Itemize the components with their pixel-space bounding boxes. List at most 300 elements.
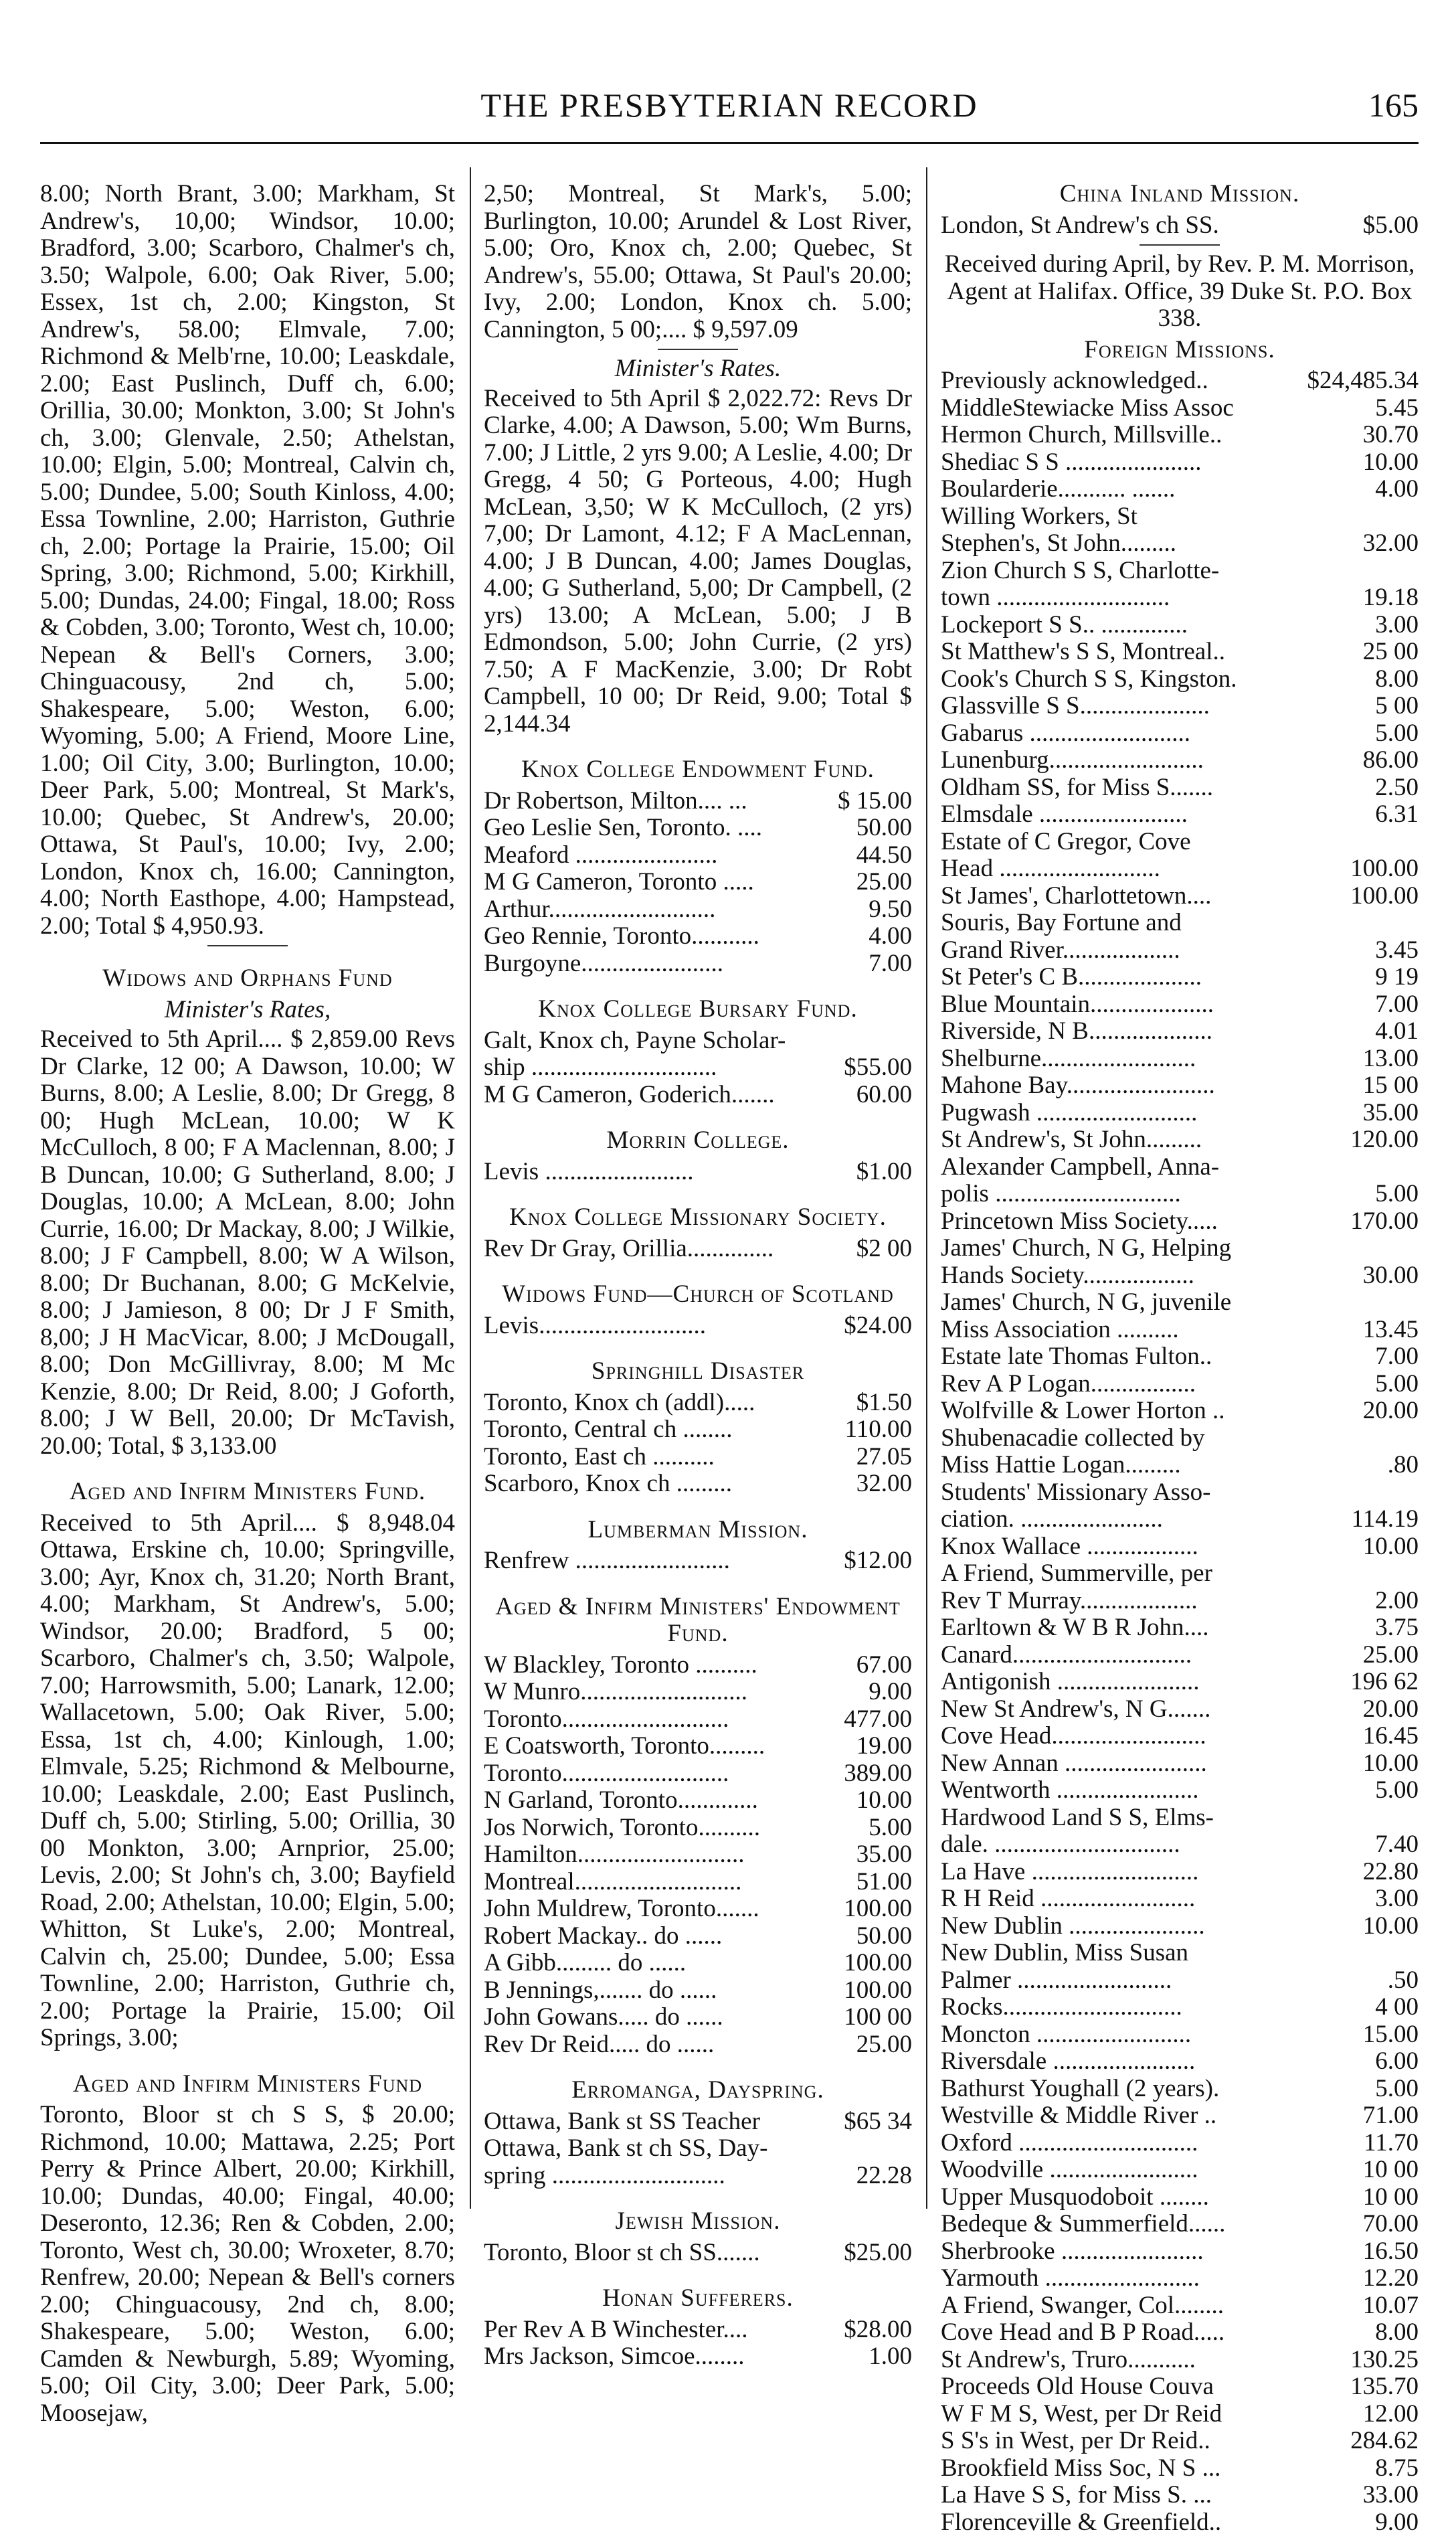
entry-name: ciation. ....................... — [941, 1506, 1318, 1533]
entry-row — [941, 937, 1419, 964]
entry-name: Arthur........................... — [484, 896, 812, 924]
entry-amount — [1318, 1425, 1419, 1452]
entry-name: N Garland, Toronto............. — [484, 1787, 812, 1814]
entry-amount: 22.28 — [812, 2163, 912, 2190]
entry-row — [484, 2004, 912, 2031]
entry-row — [941, 720, 1419, 748]
entry-row — [941, 1045, 1419, 1073]
entry-row — [941, 612, 1419, 639]
entry-amount: 15 00 — [1318, 1072, 1419, 1100]
entry-amount: 22.80 — [1318, 1859, 1419, 1886]
entry-name: Hands Society.................. — [941, 1262, 1318, 1290]
entry-amount — [1318, 1235, 1419, 1262]
entry-amount — [1318, 503, 1419, 531]
page — [40, 0, 1419, 2246]
entry-row — [484, 2316, 912, 2344]
entry-name: Bedeque & Summerfield...... — [941, 2211, 1318, 2238]
entry-name: Earltown & W B R John.... — [941, 1614, 1318, 1642]
entry-name: Elmsdale ........................ — [941, 801, 1318, 829]
entry-amount: 27.05 — [812, 1444, 912, 1471]
entry-amount — [1318, 1289, 1419, 1317]
entry-amount: 50.00 — [812, 815, 912, 842]
entry-name: Cove Head and B P Road..... — [941, 2319, 1318, 2347]
entry-amount: 10 00 — [1318, 2184, 1419, 2211]
entry-name: New Dublin ...................... — [941, 1913, 1318, 1940]
entry-name: Willing Workers, St — [941, 503, 1318, 531]
section-title: Morrin College. — [484, 1127, 912, 1155]
section-title: Knox College Bursary Fund. — [484, 996, 912, 1023]
entry-amount: 50.00 — [812, 1923, 912, 1950]
entry-name: La Have ........................... — [941, 1859, 1318, 1886]
entry-name: Shediac S S ...................... — [941, 449, 1318, 477]
received-note: Received during April, by Rev. P. M. Morrison, Agent at Halifax. Office, 39 Duke St. P.O. Box 338. — [941, 251, 1419, 333]
entry-name: polis .............................. — [941, 1181, 1318, 1208]
entry-row — [941, 530, 1419, 558]
entry-list — [484, 1236, 912, 1263]
entry-row — [941, 1614, 1419, 1642]
entry-row — [941, 1777, 1419, 1804]
entry-amount: 25.00 — [812, 869, 912, 896]
entry-row — [941, 395, 1419, 422]
entry-amount — [1318, 829, 1419, 856]
contributions-paragraph: Toronto, Bloor st ch S S, $ 20.00; Richmond, 10.00; Mattawa, 2.25; Port Perry & Prince Albert, 20.00; Kirkhill, 10.00; Dundas, 40.00; Fingal, 40.00; Deseronto, 12.36; Ren & Cobden, 2.00; Toronto, West ch, 30.00; Wroxeter, 8.70; Renfrew, 20.00; Nepean & Bell's corners 2.00; Chinguacousy, 2nd ch, 8.00; Shakespeare, 5.00; Weston, 6.00; Camden & Newburgh, 5.89; Wyoming, 5.00; Oil City, 3.00; Deer Park, 5.00; Moosejaw, — [40, 2102, 455, 2427]
entry-row — [941, 1750, 1419, 1778]
entry-row — [484, 1733, 912, 1760]
entry-name: Shubenacadie collected by — [941, 1425, 1318, 1452]
entry-amount: 477.00 — [812, 1706, 912, 1734]
entry-row — [484, 950, 912, 978]
entry-name: Estate of C Gregor, Cove — [941, 829, 1318, 856]
entry-amount: 20.00 — [1318, 1696, 1419, 1723]
entry-row — [484, 1470, 912, 1498]
entry-name: Westville & Middle River .. — [941, 2102, 1318, 2130]
section-title: Widows and Orphans Fund — [40, 965, 455, 993]
entry-amount: 71.00 — [1318, 2102, 1419, 2130]
entry-list — [484, 1054, 912, 1108]
entry-row — [941, 1126, 1419, 1154]
entry-amount: 10.00 — [812, 1787, 912, 1814]
entry-row — [941, 2509, 1419, 2536]
entry-row — [941, 1262, 1419, 1290]
entry-row — [941, 2102, 1419, 2130]
entry-row — [941, 1533, 1419, 1561]
entry-name: Riversdale ....................... — [941, 2048, 1318, 2076]
entry-name: Upper Musquodoboit ........ — [941, 2184, 1318, 2211]
entry-row — [484, 1977, 912, 2005]
page-title: THE PRESBYTERIAN RECORD — [40, 86, 1419, 124]
entry-name: St Andrew's, St John......... — [941, 1126, 1318, 1154]
entry-row — [941, 1994, 1419, 2021]
entry-row — [484, 1679, 912, 1706]
entry-amount: 110.00 — [812, 1416, 912, 1444]
entry-row — [941, 910, 1419, 937]
entry-row — [484, 923, 912, 950]
entry-amount: 4.00 — [812, 923, 912, 950]
entry-row — [484, 1389, 912, 1417]
entry-amount: $1.50 — [812, 1389, 912, 1417]
entry-amount: 35.00 — [812, 1841, 912, 1869]
entry-amount: 196 62 — [1318, 1669, 1419, 1696]
entry-row — [484, 815, 912, 842]
entry-row — [484, 2343, 912, 2371]
entry-row — [941, 1804, 1419, 1832]
entry-amount: 5 00 — [1318, 693, 1419, 720]
section-title: Knox College Missionary Society. — [484, 1204, 912, 1232]
entry-name: Canard............................. — [941, 1642, 1318, 1669]
entry-row — [941, 747, 1419, 774]
entry-amount: 3.00 — [1318, 612, 1419, 639]
entry-row — [941, 2373, 1419, 2401]
entry-name: A Friend, Summerville, per — [941, 1560, 1318, 1588]
entry-name: Scarboro, Knox ch ......... — [484, 1470, 812, 1498]
entry-name: W Munro........................... — [484, 1679, 812, 1706]
entry-amount: 5.00 — [812, 1814, 912, 1842]
entry-row — [941, 855, 1419, 883]
entry-name: Lunenburg......................... — [941, 747, 1318, 774]
entry-name: Toronto........................... — [484, 1760, 812, 1788]
entry-amount: 2.50 — [1318, 774, 1419, 802]
entry-row — [941, 666, 1419, 693]
entry-row — [941, 2265, 1419, 2292]
entry-row — [941, 2048, 1419, 2076]
entry-amount: 2.00 — [1318, 1588, 1419, 1615]
entry-name: Ottawa, Bank st SS Teacher — [484, 2108, 812, 2136]
entry-amount: 13.45 — [1318, 1317, 1419, 1344]
entry-name: James' Church, N G, Helping — [941, 1235, 1318, 1262]
entry-row — [941, 1072, 1419, 1100]
column-3 — [941, 181, 1419, 2536]
entry-name: New Annan ....................... — [941, 1750, 1318, 1778]
entry-name: Wentworth ....................... — [941, 1777, 1318, 1804]
entry-row — [941, 476, 1419, 503]
entry-name: Blue Mountain.................... — [941, 991, 1318, 1019]
entry-row — [941, 1642, 1419, 1669]
entry-row — [484, 1814, 912, 1842]
entry-amount: $24.00 — [812, 1313, 912, 1340]
entry-amount: 9.50 — [812, 896, 912, 924]
entry-row — [941, 558, 1419, 585]
entry-amount: $1.00 — [812, 1159, 912, 1186]
entry-row — [941, 422, 1419, 449]
entry-name: Yarmouth ......................... — [941, 2265, 1318, 2292]
entry-amount — [1318, 1940, 1419, 1967]
entry-name: Bathurst Youghall (2 years). — [941, 2076, 1318, 2103]
entry-name: Shelburne......................... — [941, 1045, 1318, 1073]
entry-row — [941, 2347, 1419, 2374]
entry-amount: 10.00 — [1318, 1750, 1419, 1778]
header-rule — [40, 142, 1419, 144]
entry-amount: 7.00 — [1318, 1343, 1419, 1371]
entry-name: Levis........................... — [484, 1313, 812, 1340]
entry-name: M G Cameron, Goderich....... — [484, 1082, 812, 1109]
entry-row — [941, 2076, 1419, 2103]
entry-name: Cove Head......................... — [941, 1723, 1318, 1750]
entry-name: B Jennings,....... do ...... — [484, 1977, 812, 2005]
entry-row — [941, 1723, 1419, 1750]
entry-name: Rev A P Logan................. — [941, 1371, 1318, 1398]
entry-row — [941, 212, 1419, 240]
entry-row — [941, 1398, 1419, 1425]
section-subtitle: Minister's Rates. — [484, 355, 912, 383]
entry-row — [941, 1696, 1419, 1723]
entry-amount: 6.00 — [1318, 2048, 1419, 2076]
section-title: Jewish Mission. — [484, 2208, 912, 2235]
entry-amount: $12.00 — [812, 1547, 912, 1575]
entry-name: Riverside, N B.................... — [941, 1018, 1318, 1045]
entry-name: St James', Charlottetown.... — [941, 883, 1318, 910]
entry-amount — [1318, 1154, 1419, 1181]
entry-name: Montreal........................... — [484, 1869, 812, 1896]
entry-amount: 12.00 — [1318, 2401, 1419, 2428]
entry-name: W Blackley, Toronto .......... — [484, 1652, 812, 1679]
column-1 — [40, 181, 455, 2427]
entry-name: Oxford ............................. — [941, 2130, 1318, 2157]
entry-name: Geo Rennie, Toronto........... — [484, 923, 812, 950]
entry-list — [484, 788, 912, 978]
separator — [207, 945, 288, 946]
entry-name: Brookfield Miss Soc, N S ... — [941, 2455, 1318, 2482]
entry-amount: 284.62 — [1318, 2428, 1419, 2455]
entry-name: Woodville ........................ — [941, 2157, 1318, 2184]
entry-amount: .80 — [1318, 1452, 1419, 1479]
entry-row — [484, 1054, 912, 1082]
entry-name: town ............................ — [941, 584, 1318, 612]
entry-row — [941, 639, 1419, 666]
entry-row — [941, 2292, 1419, 2320]
entry-amount: 32.00 — [1318, 530, 1419, 558]
entry-row — [941, 1343, 1419, 1371]
contributions-paragraph: 8.00; North Brant, 3.00; Markham, St Andrew's, 10,00; Windsor, 10.00; Bradford, 3.00; Scarboro, Chalmer's ch, 3.50; Walpole, 6.00; Oak River, 5.00; Essex, 1st ch, 2.00; Kingston, St Andrew's, 58.00; Elmvale, 7.00; Richmond & Melb'rne, 10.00; Leaskdale, 2.00; East Puslinch, Duff ch, 6.00; Orillia, 30.00; Monkton, 3.00; St John's ch, 3.00; Glenvale, 2.50; Athelstan, 10.00; Elgin, 5.00; Montreal, Calvin ch, 5.00; Dundee, 5.00; South Kinloss, 4.00; Essa Townline, 2.00; Harriston, Guthrie ch, 2.00; Portage la Prairie, 15.00; Oil Spring, 3.00; Richmond, 5.00; Kirkhill, 5.00; Dundas, 24.00; Fingal, 18.00; Ross & Cobden, 3.00; Toronto, West ch, 10.00; Nepean & Bell's Corners, 3.00; Chinguacousy, 2nd ch, 5.00; Shakespeare, 5.00; Weston, 6.00; Wyoming, 5.00; A Friend, Moore Line, 1.00; Oil City, 3.00; Burlington, 10.00; Deer Park, 5.00; Montreal, St Mark's, 10.00; Quebec, St Andrew's, 20.00; Ottawa, St Paul's, 10.00; Ivy, 2.00; London, Knox ch, 16.00; Cannington, 4.00; North Easthope, 4.00; Hampstead, 2.00; Total $ 4,950.93. — [40, 181, 455, 940]
entry-row — [484, 1652, 912, 1679]
entry-amount: 3.00 — [1318, 1885, 1419, 1913]
entry-amount: 100.00 — [1318, 883, 1419, 910]
entry-amount: 4.01 — [1318, 1018, 1419, 1045]
entry-amount: 25.00 — [1318, 1642, 1419, 1669]
entry-name: MiddleStewiacke Miss Assoc — [941, 395, 1318, 422]
entry-row — [941, 2482, 1419, 2509]
entry-name: Rocks............................. — [941, 1994, 1318, 2021]
entry-amount: 5.00 — [1318, 720, 1419, 748]
entry-amount: 5.00 — [1318, 2076, 1419, 2103]
entry-name: W F M S, West, per Dr Reid — [941, 2401, 1318, 2428]
entry-amount — [1318, 558, 1419, 585]
entry-row — [484, 1787, 912, 1814]
entry-name: Geo Leslie Sen, Toronto. .... — [484, 815, 812, 842]
entry-amount: 3.75 — [1318, 1614, 1419, 1642]
entry-name: Knox Wallace .................. — [941, 1533, 1318, 1561]
entry-list — [941, 212, 1419, 240]
entry-amount: 100.00 — [1318, 855, 1419, 883]
entry-name: Mrs Jackson, Simcoe........ — [484, 2343, 812, 2371]
entry-name: Cook's Church S S, Kingston. — [941, 666, 1318, 693]
entry-amount: 5.00 — [1318, 1777, 1419, 1804]
section-title: Aged and Infirm Ministers Fund. — [40, 1478, 455, 1506]
entry-name: Palmer ......................... — [941, 1967, 1318, 1995]
entry-row — [941, 2238, 1419, 2266]
entry-row — [941, 2130, 1419, 2157]
entry-row — [484, 2108, 912, 2136]
entry-name: Pugwash .......................... — [941, 1100, 1318, 1127]
entry-amount: 100.00 — [812, 1977, 912, 2005]
section-title: Aged and Infirm Ministers Fund — [40, 2071, 455, 2098]
entry-name: E Coatsworth, Toronto......... — [484, 1733, 812, 1760]
entry-row — [941, 1317, 1419, 1344]
entry-list — [484, 1547, 912, 1575]
entry-name: Rev Dr Reid..... do ...... — [484, 2031, 812, 2059]
entry-text: Galt, Knox ch, Payne Scholar- — [484, 1027, 912, 1055]
entry-name: Estate late Thomas Fulton.. — [941, 1343, 1318, 1371]
contributions-paragraph: Received to 5th April.... $ 8,948.04 Ottawa, Erskine ch, 10.00; Springville, 3.00; Ayr, Knox ch, 31.20; North Brant, 4.00; Markham, St Andrew's, 5.00; Windsor, 20.00; Bradford, 5 00; Scarboro, Chalmer's ch, 3.50; Walpole, 7.00; Harrowsmith, 5.00; Lanark, 12.00; Wallacetown, 5.00; Oak River, 5.00; Essa, 1st ch, 4.00; Kinlough, 1.00; Elmvale, 5.25; Richmond & Melbourne, 10.00; Leaskdale, 2.00; East Puslinch, Duff ch, 5.00; Stirling, 5.00; Orillia, 30 00 Monkton, 3.00; Arnprior, 25.00; Levis, 2.00; St John's ch, 3.00; Bayfield Road, 2.00; Athelstan, 10.00; Elgin, 5.00; Whitton, St Luke's, 2.00; Montreal, Calvin ch, 25.00; Dundee, 5.00; Essa Townline, 2.00; Harriston, Guthrie ch, 2.00; Portage la Prairie, 15.00; Oil Springs, 3.00; — [40, 1510, 455, 2052]
entry-amount: 7.40 — [1318, 1831, 1419, 1859]
entry-amount — [1318, 910, 1419, 937]
entry-name: New St Andrew's, N G....... — [941, 1696, 1318, 1723]
entry-row — [941, 1940, 1419, 1967]
entry-name: Toronto, Knox ch (addl)..... — [484, 1389, 812, 1417]
entry-name: St Andrew's, Truro........... — [941, 2347, 1318, 2374]
entry-amount: 13.00 — [1318, 1045, 1419, 1073]
entry-name: James' Church, N G, juvenile — [941, 1289, 1318, 1317]
entry-amount: 19.18 — [1318, 584, 1419, 612]
entry-row — [484, 1444, 912, 1471]
entry-amount: 10.00 — [1318, 1533, 1419, 1561]
entry-amount: 100.00 — [812, 1895, 912, 1923]
entry-amount: $5.00 — [1318, 212, 1419, 240]
entry-amount: 170.00 — [1318, 1208, 1419, 1236]
entry-amount: 25 00 — [1318, 639, 1419, 666]
entry-row — [484, 1159, 912, 1186]
entry-row — [941, 883, 1419, 910]
entry-row — [941, 2157, 1419, 2184]
entry-name: Alexander Campbell, Anna- — [941, 1154, 1318, 1181]
entry-name: Boularderie........... ....... — [941, 476, 1318, 503]
entry-name: M G Cameron, Toronto ..... — [484, 869, 812, 896]
entry-amount: 9.00 — [812, 1679, 912, 1706]
entry-name: Rev T Murray................... — [941, 1588, 1318, 1615]
entry-amount: 10.00 — [1318, 449, 1419, 477]
entry-name: A Friend, Swanger, Col........ — [941, 2292, 1318, 2320]
entry-row — [484, 1236, 912, 1263]
entry-amount: 9 19 — [1318, 964, 1419, 991]
entry-name: La Have S S, for Miss S. ... — [941, 2482, 1318, 2509]
entry-row — [941, 829, 1419, 856]
section-title: Honan Sufferers. — [484, 2285, 912, 2312]
entry-amount: 67.00 — [812, 1652, 912, 1679]
section-title: Lumberman Mission. — [484, 1517, 912, 1544]
entry-name: Rev Dr Gray, Orillia.............. — [484, 1236, 812, 1263]
entry-amount: 30.70 — [1318, 422, 1419, 449]
entry-row — [941, 1913, 1419, 1940]
entry-name: Meaford ....................... — [484, 842, 812, 869]
entry-amount: 86.00 — [1318, 747, 1419, 774]
column-divider — [470, 167, 471, 2209]
entry-row — [484, 1082, 912, 1109]
entry-amount: 44.50 — [812, 842, 912, 869]
entry-amount: 12.20 — [1318, 2265, 1419, 2292]
entry-name: Head .......................... — [941, 855, 1318, 883]
entry-name: Grand River................... — [941, 937, 1318, 964]
entry-list — [941, 367, 1419, 2536]
entry-amount: 30.00 — [1318, 1262, 1419, 1290]
entry-row — [484, 1923, 912, 1950]
entry-amount: 5.00 — [1318, 1371, 1419, 1398]
entry-amount — [1318, 1479, 1419, 1507]
entry-row — [941, 1859, 1419, 1886]
entry-amount: $2 00 — [812, 1236, 912, 1263]
entry-row — [941, 801, 1419, 829]
entry-list — [484, 1652, 912, 2059]
entry-row — [484, 896, 912, 924]
entry-name: Souris, Bay Fortune and — [941, 910, 1318, 937]
entry-row — [484, 1706, 912, 1734]
entry-name: St Matthew's S S, Montreal.. — [941, 639, 1318, 666]
entry-amount: 6.31 — [1318, 801, 1419, 829]
entry-name: Levis ........................ — [484, 1159, 812, 1186]
entry-name: Oldham SS, for Miss S....... — [941, 774, 1318, 802]
entry-row — [941, 1967, 1419, 1995]
entry-amount: 33.00 — [1318, 2482, 1419, 2509]
entry-name: Moncton ......................... — [941, 2021, 1318, 2049]
entry-amount: $24,485.34 — [1307, 367, 1419, 395]
entry-row — [941, 584, 1419, 612]
entry-amount: 5.45 — [1318, 395, 1419, 422]
entry-text: Ottawa, Bank st ch SS, Day- — [484, 2135, 912, 2163]
entry-row — [484, 842, 912, 869]
entry-name: R H Reid ......................... — [941, 1885, 1318, 1913]
entry-row — [941, 503, 1419, 531]
entry-name: Toronto, Central ch ........ — [484, 1416, 812, 1444]
section-title: Springhill Disaster — [484, 1358, 912, 1385]
column-divider — [926, 167, 927, 2209]
entry-name: S S's in West, per Dr Reid.. — [941, 2428, 1318, 2455]
entry-amount: $28.00 — [812, 2316, 912, 2344]
entry-amount: 20.00 — [1318, 1398, 1419, 1425]
entry-row — [941, 1479, 1419, 1507]
entry-amount: 11.70 — [1318, 2130, 1419, 2157]
entry-amount: 135.70 — [1318, 2373, 1419, 2401]
entry-row — [941, 1235, 1419, 1262]
section-subtitle: Minister's Rates, — [40, 997, 455, 1024]
entry-amount: 130.25 — [1318, 2347, 1419, 2374]
entry-name: Toronto, East ch .......... — [484, 1444, 812, 1471]
entry-list — [484, 1313, 912, 1340]
entry-name: Glassville S S..................... — [941, 693, 1318, 720]
entry-name: Princetown Miss Society..... — [941, 1208, 1318, 1236]
entry-name: Students' Missionary Asso- — [941, 1479, 1318, 1507]
entry-row — [941, 1425, 1419, 1452]
entry-row — [941, 1506, 1419, 1533]
contributions-paragraph: Received to 5th April.... $ 2,859.00 Revs Dr Clarke, 12 00; A Dawson, 10.00; W Burns, 8.00; A Leslie, 8.00; Dr Gregg, 8 00; Hugh McLean, 10.00; W K McCulloch, 8 00; F A Maclennan, 8.00; J B Duncan, 10.00; G Sutherland, 8.00; J Douglas, 10.00; A McLean, 8.00; John Currie, 16.00; Dr Mackay, 8.00; J Wilkie, 8.00; J F Campbell, 8.00; W A Wilson, 8.00; Dr Buchanan, 8.00; G McKelvie, 8.00; J Jamieson, 8 00; Dr J F Smith, 8,00; J H MacVicar, 8.00; J McDougall, 8.00; Don McGillivray, 8.00; M Mc Kenzie, 8.00; Dr Reid, 8.00; J Goforth, 8.00; J W Bell, 20.00; Dr McTavish, 20.00; Total, $ 3,133.00 — [40, 1026, 455, 1460]
entry-name: Mahone Bay........................ — [941, 1072, 1318, 1100]
separator — [658, 349, 738, 350]
section-title: China Inland Mission. — [941, 181, 1419, 208]
page-number: 165 — [1368, 86, 1419, 124]
entry-row — [484, 2031, 912, 2059]
entry-list — [484, 2239, 912, 2267]
entry-amount: 4.00 — [1318, 476, 1419, 503]
entry-name: dale. .............................. — [941, 1831, 1318, 1859]
separator — [1140, 244, 1220, 246]
entry-amount — [1318, 1560, 1419, 1588]
entry-name: John Gowans..... do ...... — [484, 2004, 812, 2031]
entry-list — [484, 2163, 912, 2190]
entry-name: Stephen's, St John......... — [941, 530, 1318, 558]
entry-amount: 10 00 — [1318, 2157, 1419, 2184]
entry-name: Antigonish ....................... — [941, 1669, 1318, 1696]
entry-row — [484, 1869, 912, 1896]
entry-row — [941, 1289, 1419, 1317]
entry-amount: 35.00 — [1318, 1100, 1419, 1127]
section-title: Widows Fund—Church of Scotland — [484, 1281, 912, 1308]
